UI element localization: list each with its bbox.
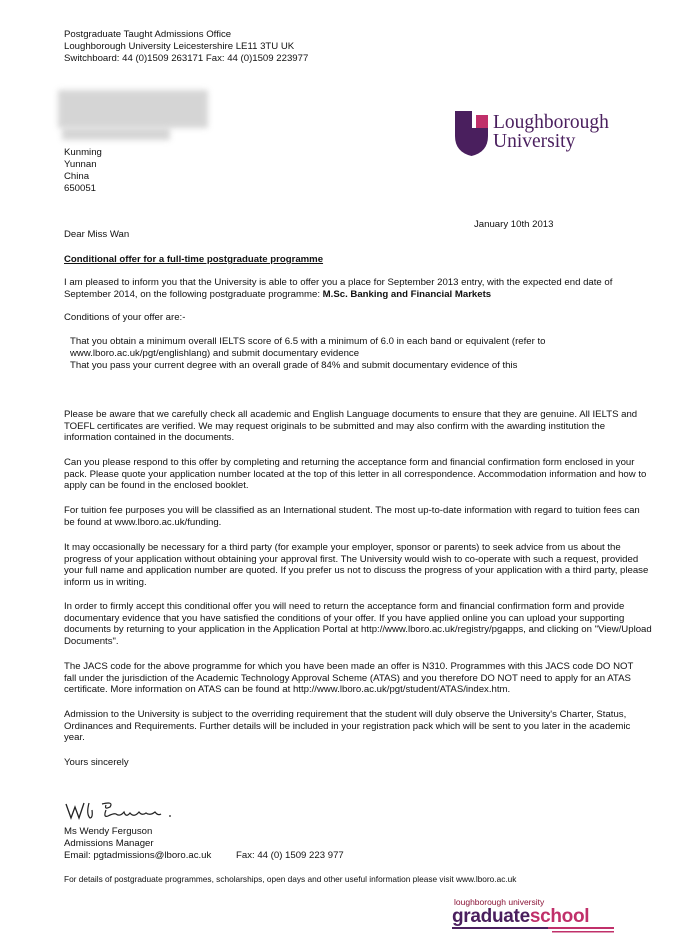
condition-item: www.lboro.ac.uk/pgt/englishlang) and submit documentary evidence xyxy=(70,348,360,359)
graduate-school-logo-part2: school xyxy=(529,906,590,927)
recipient-line: 650051 xyxy=(64,183,97,194)
condition-item: That you obtain a minimum overall IELTS score of 6.5 with a minimum of 6.0 in each band or equivalent (refer to xyxy=(70,336,546,347)
handwritten-signature xyxy=(62,798,192,822)
signatory-fax: Fax: 44 (0) 1509 223 977 xyxy=(236,850,344,861)
paragraph-line: pack. Please quote your application number located at the top of this letter in all correspondence. Accommodation information and how to xyxy=(64,468,647,480)
intro-line: I am pleased to inform you that the University is able to offer you a place for September 2013 entry, with the expected end date of xyxy=(64,277,613,288)
paragraph-line: certificate. More information on ATAS can be found at http://www.lboro.ac.uk/pgt/student/ATAS/index.htm. xyxy=(64,684,511,696)
paragraph-line: The JACS code for the above programme for which you have been made an offer is N310. Programmes with this JACS code DO NOT xyxy=(64,661,634,672)
paragraph-line: Ordinances and Requirements. Further details will be included in your registration pack which will be sent to you later in the academic xyxy=(64,720,631,732)
logo-line-1: Loughborough xyxy=(493,112,609,133)
paragraph-document-checks xyxy=(64,409,694,444)
paragraph-line: documentary evidence that you have satisfied the conditions of your offer. If you have applied online you can upload your supporting xyxy=(64,612,625,624)
paragraph-line: information contained in the documents. xyxy=(64,432,235,444)
paragraph-acceptance xyxy=(64,601,694,648)
recipient-line: Kunming xyxy=(64,147,102,158)
redacted-address-line xyxy=(62,128,170,140)
letter-date: January 10th 2013 xyxy=(474,219,554,230)
paragraph-line: For tuition fee purposes you will be classified as an International student. The most up-to-date information with regard to tuition fees can xyxy=(64,505,640,516)
paragraph-line: Admission to the University is subject to the overriding requirement that the student will duly observe the University's Charter, Status, xyxy=(64,709,627,720)
paragraph-line: fall under the jurisdiction of the Academic Technology Approval Scheme (ATAS) and you therefore DO NOT need to apply for an ATAS xyxy=(64,672,631,684)
redacted-address-block xyxy=(58,90,208,128)
graduate-school-logo xyxy=(452,906,589,928)
subject-line: Conditional offer for a full-time postgraduate programme xyxy=(64,254,324,265)
paragraph-line: progress of your application without obtaining your approval first. The University would wish to co-operate with such a request, provided xyxy=(64,553,639,565)
paragraph-line: apply can be found in the enclosed booklet. xyxy=(64,480,249,492)
paragraph-third-party xyxy=(64,542,694,589)
condition-item: That you pass your current degree with an overall grade of 84% and submit documentary evidence of this xyxy=(70,360,518,371)
paragraph-line: Documents". xyxy=(64,636,119,648)
paragraph-line: It may occasionally be necessary for a third party (for example your employer, sponsor or parents) to seek advice from us about the xyxy=(64,542,621,553)
salutation: Dear Miss Wan xyxy=(64,229,130,240)
graduate-school-logo-stripes xyxy=(452,926,617,934)
letterhead-office: Postgraduate Taught Admissions Office xyxy=(64,29,232,40)
paragraph-line: TOEFL certificates are verified. We may request originals to be submitted and may also confirm with the awarding institution the xyxy=(64,420,606,432)
paragraph-jacs xyxy=(64,661,694,696)
signatory-title: Admissions Manager xyxy=(64,838,154,849)
paragraph-respond xyxy=(64,457,694,492)
letterhead-address: Loughborough University Leicestershire LE11 3TU UK xyxy=(64,41,295,52)
paragraph-line: Please be aware that we carefully check all academic and English Language documents to ensure that they are genuine. All IELTS and xyxy=(64,409,638,420)
paragraph-tuition xyxy=(64,505,694,528)
graduate-school-logo-part1: graduate xyxy=(452,906,530,927)
paragraph-line: documents by returning to your application in the Application Portal at http://www.lboro.ac.uk/registry/pgapps, and clicking on "View/Upload xyxy=(64,624,652,636)
logo-line-2: University xyxy=(493,131,576,152)
paragraph-line: Can you please respond to this offer by completing and returning the acceptance form and financial confirmation form enclosed in your xyxy=(64,457,635,468)
recipient-line: Yunnan xyxy=(64,159,97,170)
programme-name: M.Sc. Banking and Financial Markets xyxy=(322,288,492,300)
signatory-email: Email: pgtadmissions@lboro.ac.uk xyxy=(64,850,212,861)
intro-line-2 xyxy=(64,289,694,301)
paragraph-line: year. xyxy=(64,732,85,744)
paragraph-line: inform us in writing. xyxy=(64,577,147,589)
signatory-name: Ms Wendy Ferguson xyxy=(64,826,153,837)
intro-line-prefix: September 2014, on the following postgraduate programme: xyxy=(64,288,323,300)
paragraph-line: In order to firmly accept this conditional offer you will need to return the acceptance form and financial confirmation form and provide xyxy=(64,601,625,612)
paragraph-admission xyxy=(64,709,694,744)
graduate-school-logo-small: loughborough university xyxy=(454,897,545,907)
paragraph-line: be found at www.lboro.ac.uk/funding. xyxy=(64,516,222,528)
intro-paragraph xyxy=(64,277,694,300)
closing: Yours sincerely xyxy=(64,757,129,768)
footer-note: For details of postgraduate programmes, scholarships, open days and other useful information please visit www.lboro.ac.uk xyxy=(64,874,517,884)
recipient-line: China xyxy=(64,171,90,182)
conditions-heading: Conditions of your offer are:- xyxy=(64,312,186,323)
paragraph-line: your full name and application number are quoted. If you prefer us not to discuss the progress of your application with a third party, please xyxy=(64,565,649,577)
letterhead-phone: Switchboard: 44 (0)1509 263171 Fax: 44 (0)1509 223977 xyxy=(64,53,309,64)
